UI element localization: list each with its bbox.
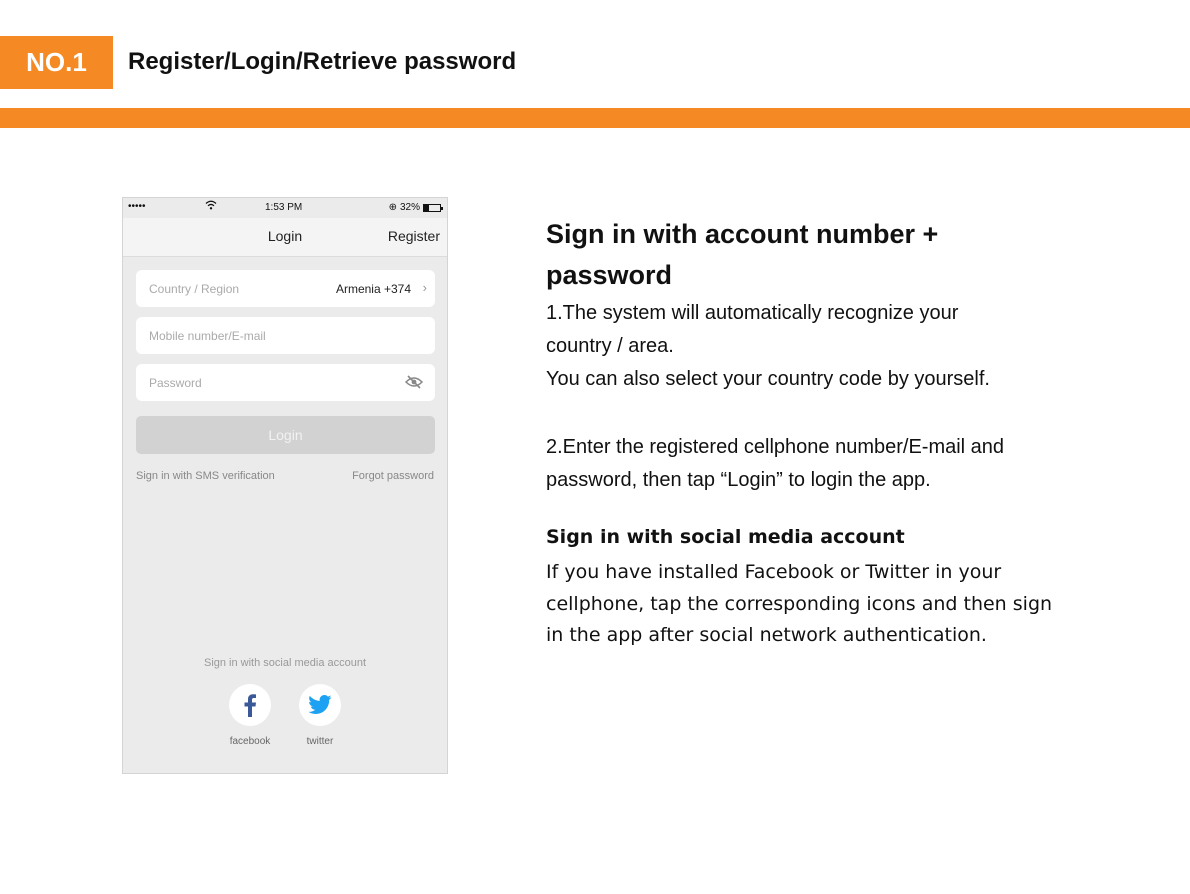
login-button[interactable]: Login xyxy=(136,416,435,454)
battery-percent: 32% xyxy=(399,202,420,213)
section-number-badge: NO.1 xyxy=(0,36,113,89)
country-region-label: Country / Region xyxy=(149,282,240,296)
signal-indicator: ••••• xyxy=(128,201,146,212)
rotation-lock-icon: ⊕ xyxy=(388,202,397,213)
nav-bar xyxy=(123,218,447,257)
register-link[interactable]: Register xyxy=(387,228,440,244)
forgot-password-link[interactable]: Forgot password xyxy=(352,470,434,482)
mobile-email-input[interactable] xyxy=(136,317,435,354)
twitter-button[interactable] xyxy=(299,684,341,726)
chevron-right-icon: › xyxy=(422,280,427,295)
header-divider-bar xyxy=(0,108,1190,128)
status-time: 1:53 PM xyxy=(265,202,303,213)
facebook-label: facebook xyxy=(229,736,271,747)
page-title: Register/Login/Retrieve password xyxy=(128,48,517,75)
account-signin-heading: Sign in with account number + password xyxy=(546,219,939,290)
instruction-1-line-2: country / area. xyxy=(546,335,674,357)
battery-icon xyxy=(423,204,441,212)
instruction-1-line-1: 1.The system will automatically recognize your xyxy=(546,302,959,324)
mobile-email-placeholder: Mobile number/E-mail xyxy=(149,329,266,343)
status-bar xyxy=(123,198,447,218)
country-region-value: Armenia +374 xyxy=(335,282,411,296)
instruction-2-line-2: password, then tap “Login” to login the app. xyxy=(546,469,931,491)
instruction-2-line-1: 2.Enter the registered cellphone number/E-mail and xyxy=(546,436,1005,458)
wifi-icon xyxy=(205,200,217,213)
social-signin-caption: Sign in with social media account xyxy=(203,657,367,669)
sms-signin-link[interactable]: Sign in with SMS verification xyxy=(136,470,275,482)
eye-slash-icon[interactable] xyxy=(405,375,423,392)
twitter-label: twitter xyxy=(306,736,334,747)
facebook-icon xyxy=(243,693,257,717)
twitter-icon xyxy=(308,695,332,715)
phone-screenshot xyxy=(122,197,448,774)
instruction-1-line-3: You can also select your country code by yourself. xyxy=(546,368,990,390)
battery-status xyxy=(389,202,441,213)
facebook-button[interactable] xyxy=(229,684,271,726)
social-signin-text: If you have installed Facebook or Twitter in your cellphone, tap the corresponding icons and then sign in the app after social network authentication. xyxy=(546,561,1053,646)
password-input[interactable] xyxy=(136,364,435,401)
instruction-paragraph-1 xyxy=(546,297,1106,396)
country-region-selector[interactable] xyxy=(136,270,435,307)
password-placeholder: Password xyxy=(149,376,202,390)
nav-title: Login xyxy=(267,228,303,244)
social-signin-heading: Sign in with social media account xyxy=(546,526,905,548)
instruction-paragraph-2 xyxy=(546,431,1106,497)
